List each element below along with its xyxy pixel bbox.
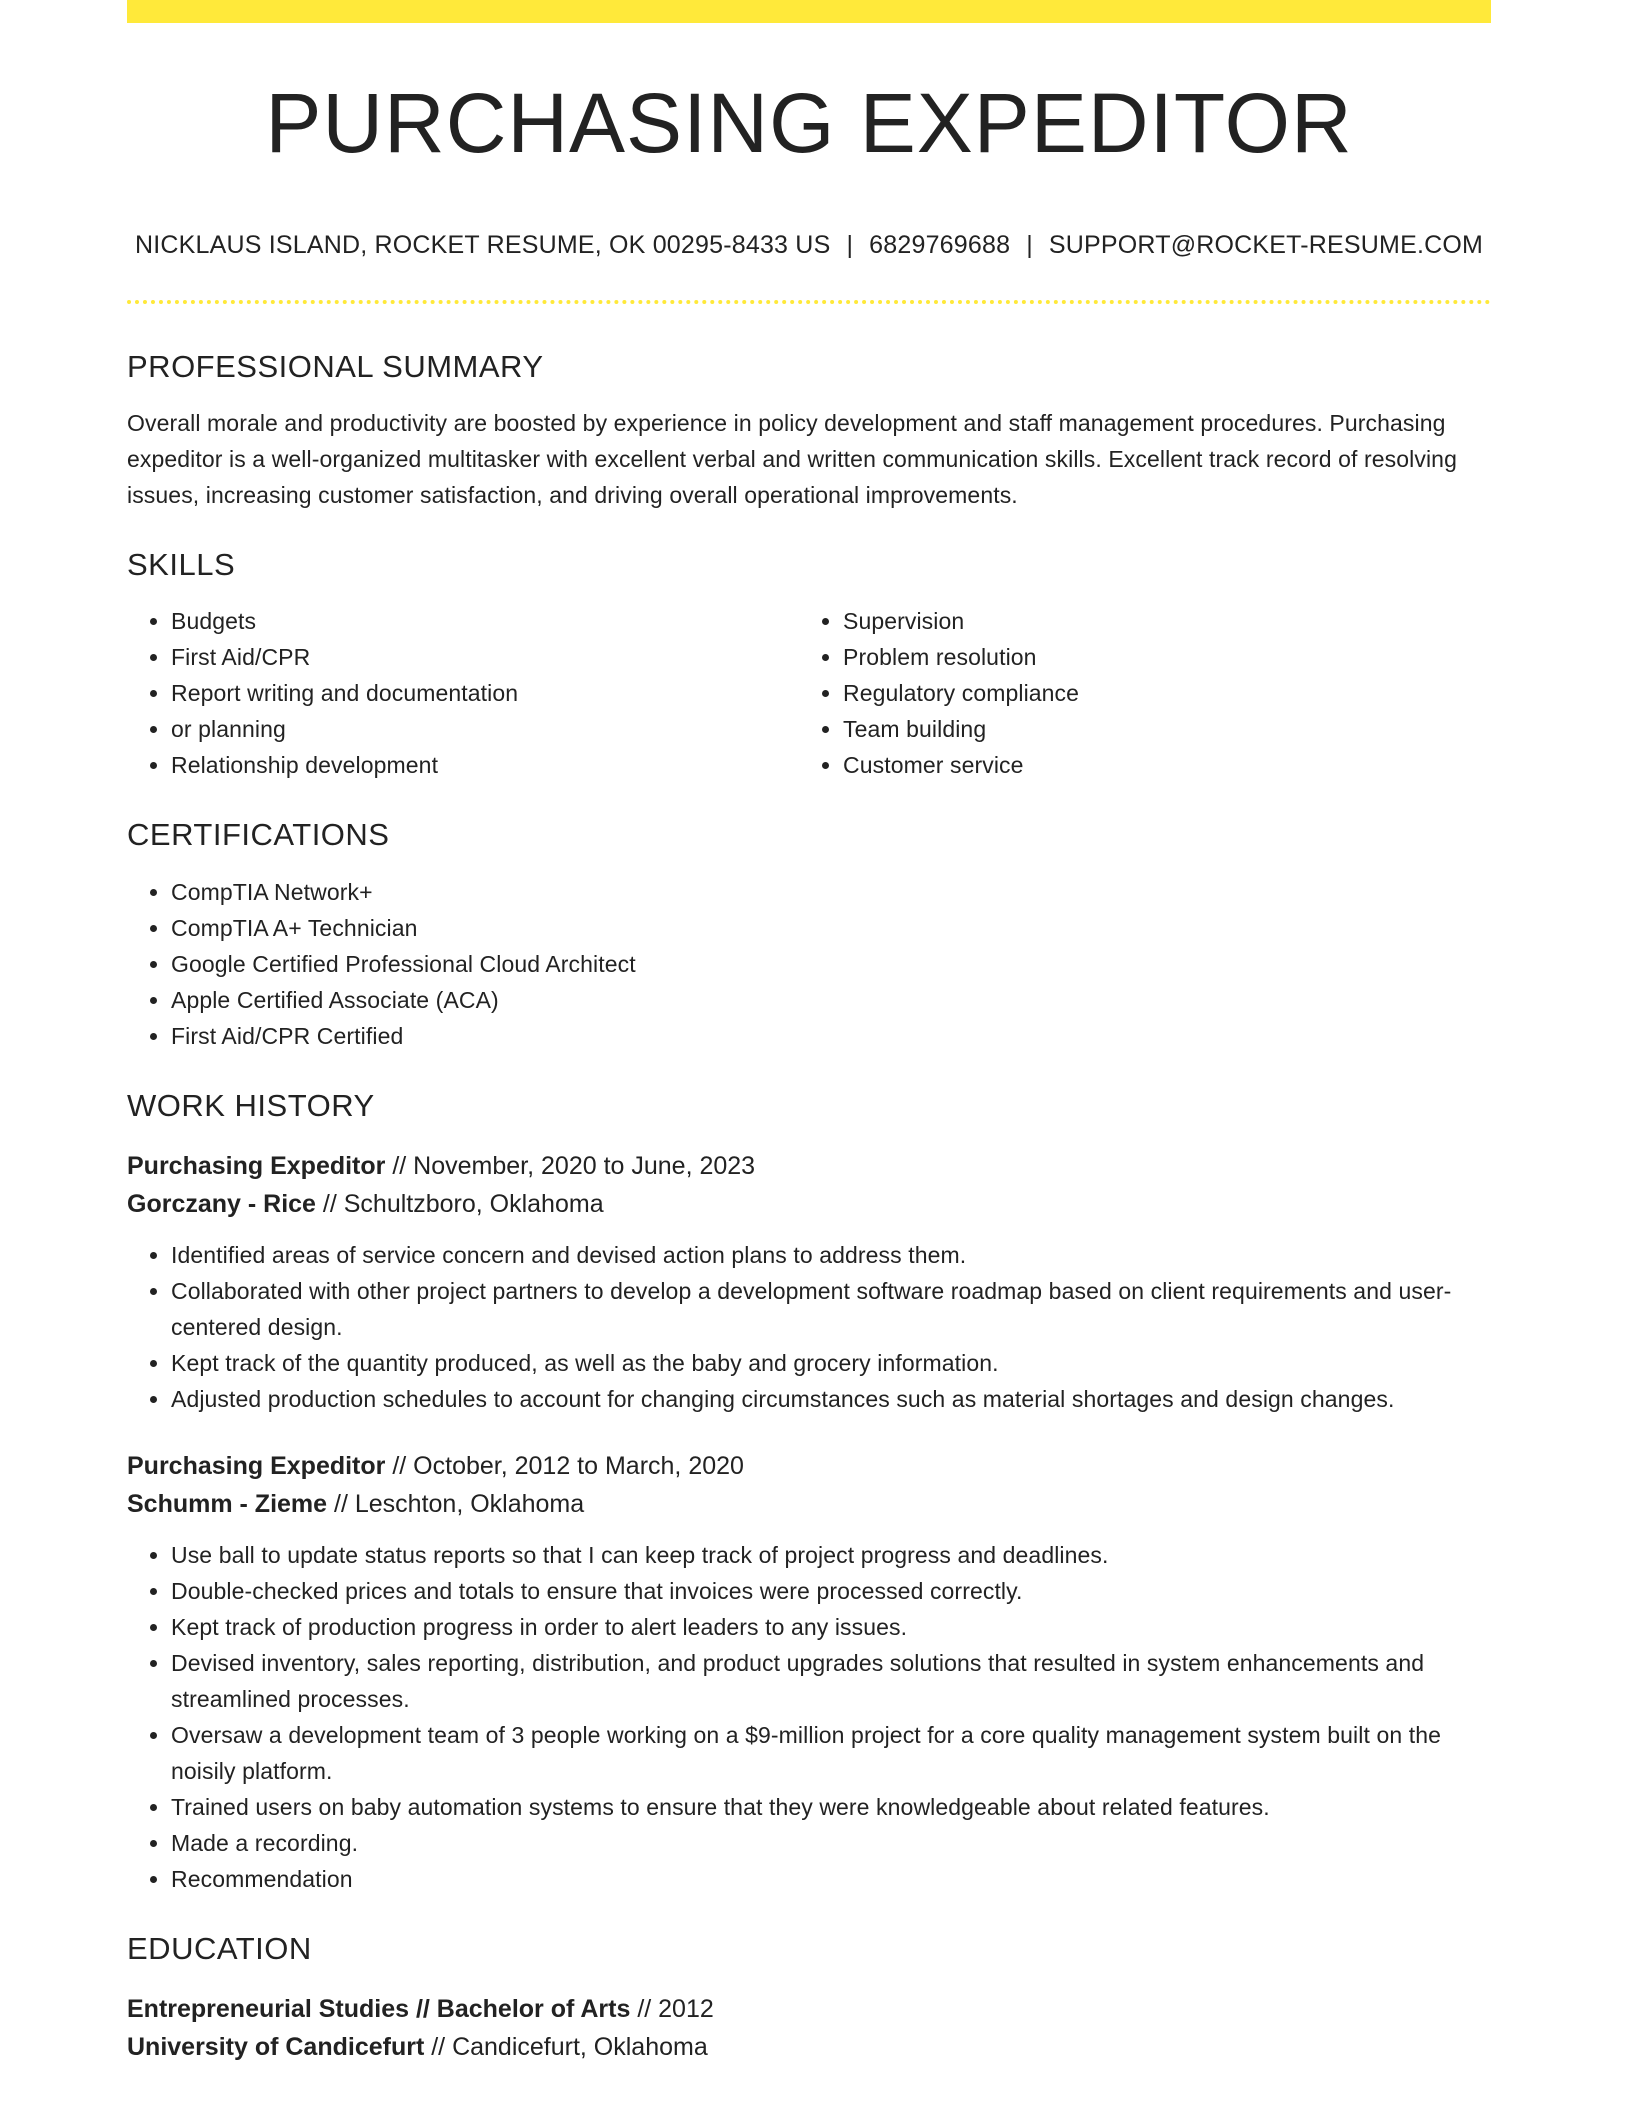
job-dates: // November, 2020 to June, 2023 [392, 1151, 756, 1180]
education-degree: Entrepreneurial Studies // Bachelor of Arts [127, 1994, 631, 2023]
contact-separator: | [846, 231, 854, 259]
list-item: • CompTIA Network+ [171, 874, 1491, 910]
list-item: • Google Certified Professional Cloud Architect [171, 946, 1491, 982]
list-item: • Recommendation [171, 1861, 1491, 1897]
certifications-heading: CERTIFICATIONS [127, 817, 390, 853]
list-item: • or planning [171, 711, 799, 747]
job-title: Purchasing Expeditor [127, 1451, 386, 1480]
list-item: • Collaborated with other project partners to develop a development software roadmap based on client requirements and user-centered design. [171, 1273, 1491, 1345]
resume-content [127, 0, 1491, 2066]
skills-columns [127, 603, 1491, 783]
education-location: // Candicefurt, Oklahoma [431, 2032, 708, 2061]
contact-address: NICKLAUS ISLAND, ROCKET RESUME, OK 00295-8433 US [134, 231, 831, 259]
list-item: • Kept track of the quantity produced, as well as the baby and grocery information. [171, 1345, 1491, 1381]
contact-line [127, 230, 1491, 260]
list-item: • Double-checked prices and totals to ensure that invoices were processed correctly. [171, 1573, 1491, 1609]
education-school: University of Candicefurt [127, 2032, 425, 2061]
job-title-line [127, 1147, 1491, 1185]
summary-heading: PROFESSIONAL SUMMARY [127, 349, 544, 384]
list-item: • Use ball to update status reports so that I can keep track of project progress and deadlines. [171, 1537, 1491, 1573]
list-item: • Oversaw a development team of 3 people working on a $9-million project for a core quality management system built on the noisily platform. [171, 1717, 1491, 1789]
dotted-divider [127, 300, 1491, 304]
list-item: • First Aid/CPR Certified [171, 1018, 1491, 1054]
list-item: • Team building [843, 711, 1471, 747]
list-item: • Kept track of production progress in order to alert leaders to any issues. [171, 1609, 1491, 1645]
skills-right-list [799, 603, 1471, 783]
job-title-line [127, 1447, 1491, 1485]
summary-text: Overall morale and productivity are boosted by experience in policy development and staff management procedures. Purchasing expeditor is a well-organized multitasker with excellent verbal and written communication skills. Excellent track record of resolving issues, increasing customer satisfaction, and driving overall operational improvements. [127, 410, 1457, 509]
list-item: • CompTIA A+ Technician [171, 910, 1491, 946]
education-year: // 2012 [637, 1994, 714, 2023]
job-bullets [127, 1237, 1491, 1417]
job-location: // Leschton, Oklahoma [334, 1489, 585, 1518]
list-item: • Problem resolution [843, 639, 1471, 675]
list-item: • Made a recording. [171, 1825, 1491, 1861]
list-item: • Budgets [171, 603, 799, 639]
list-item: • Regulatory compliance [843, 675, 1471, 711]
list-item: • Report writing and documentation [171, 675, 799, 711]
contact-email[interactable]: SUPPORT@ROCKET-RESUME.COM [1048, 231, 1484, 259]
contact-separator: | [1026, 231, 1033, 259]
certifications-list [127, 874, 1491, 1054]
list-item: • Trained users on baby automation systems to ensure that they were knowledgeable about related features. [171, 1789, 1491, 1825]
list-item: • Identified areas of service concern and devised action plans to address them. [171, 1237, 1491, 1273]
top-accent-bar [127, 0, 1491, 23]
education-school-line [127, 2028, 1491, 2066]
resume-name: PURCHASING EXPEDITOR [265, 76, 1353, 170]
job-company: Gorczany - Rice [127, 1189, 316, 1218]
list-item: • Devised inventory, sales reporting, distribution, and product upgrades solutions that resulted in system enhancements and streamlined processes. [171, 1645, 1491, 1717]
job-location: // Schultzboro, Oklahoma [322, 1189, 604, 1218]
work-history-heading: WORK HISTORY [127, 1087, 375, 1123]
job-company-line [127, 1185, 1491, 1223]
list-item: • Adjusted production schedules to account for changing circumstances such as material shortages and design changes. [171, 1381, 1491, 1417]
job-dates: // October, 2012 to March, 2020 [392, 1451, 744, 1480]
skills-left-list [127, 603, 799, 783]
education-heading: EDUCATION [127, 1930, 312, 1966]
list-item: • First Aid/CPR [171, 639, 799, 675]
list-item: • Customer service [843, 747, 1471, 783]
education-degree-line [127, 1990, 1491, 2028]
list-item: • Relationship development [171, 747, 799, 783]
job-company-line [127, 1485, 1491, 1523]
job-entry [127, 1447, 1491, 1897]
education-entry [127, 1990, 1491, 2066]
job-company: Schumm - Zieme [127, 1489, 328, 1518]
job-title: Purchasing Expeditor [127, 1151, 386, 1180]
skills-heading: SKILLS [127, 547, 236, 583]
contact-phone: 6829769688 [869, 231, 1011, 259]
job-bullets [127, 1537, 1491, 1897]
list-item: • Apple Certified Associate (ACA) [171, 982, 1491, 1018]
job-entry [127, 1147, 1491, 1417]
list-item: • Supervision [843, 603, 1471, 639]
